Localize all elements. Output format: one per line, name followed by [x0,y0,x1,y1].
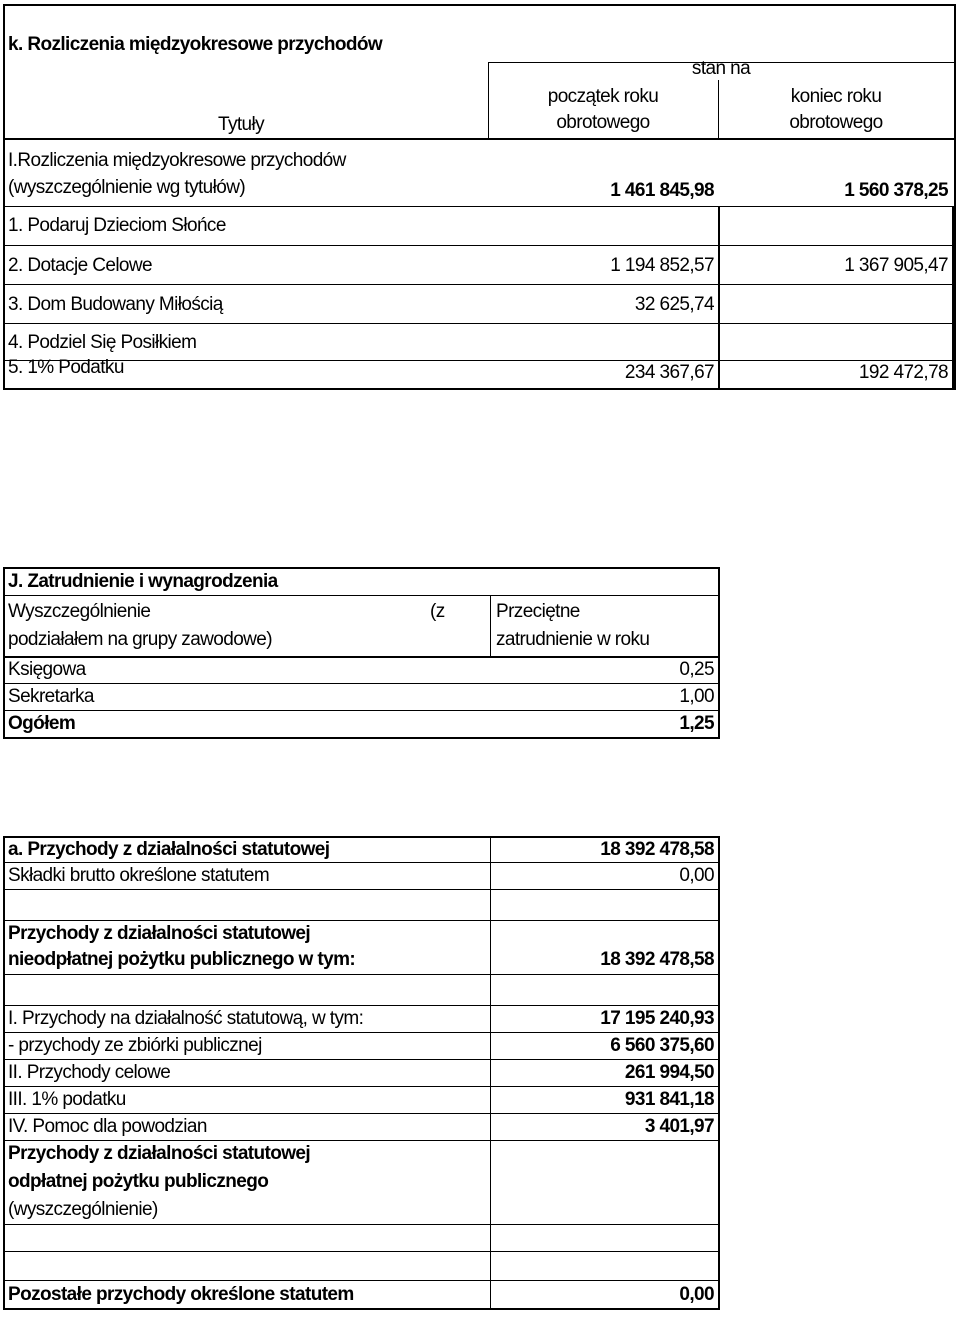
header-start-line2: obrotowego [556,112,650,133]
head-label-paren: (z [430,601,445,622]
header-start-line1: początek roku [547,86,659,107]
total-end-value: 1 560 378,25 [844,180,948,201]
row-label: II. Przychody celowe [8,1062,171,1083]
unpaid-label-line1: Przychody z działalności statutowej [8,923,311,944]
row-label: 2. Dotacje Celowe [8,255,152,276]
row-label: III. 1% podatku [8,1089,126,1110]
row-value: 931 841,18 [624,1089,714,1110]
other-label: Pozostałe przychody określone statutem [8,1284,354,1305]
head-value-line1: Przeciętne [496,601,580,622]
row-value: 17 195 240,93 [600,1008,714,1029]
total-start-value: 1 461 845,98 [610,180,714,201]
total-label-line2: (wyszczególnienie wg tytułów) [8,177,246,198]
dues-value: 0,00 [679,865,714,886]
unpaid-value: 18 392 478,58 [600,949,714,970]
header-titles: Tytuły [218,114,265,135]
header-end-line1: koniec roku [790,86,882,107]
head-label-line1: Wyszczególnienie [8,601,151,622]
row-label: IV. Pomoc dla powodzian [8,1116,207,1137]
paid-label-line1: Przychody z działalności statutowej [8,1143,311,1164]
row-label: 4. Podziel Się Posiłkiem [8,332,197,353]
dues-label: Składki brutto określone statutem [8,865,270,886]
total-value: 1,25 [679,713,714,734]
row-start-value: 234 367,67 [624,362,714,383]
row-label: 1. Podaruj Dzieciom Słońce [8,215,226,236]
section-a-title: a. Przychody z działalności statutowej [8,839,330,860]
row-value: 3 401,97 [644,1116,714,1137]
total-label-line1: I.Rozliczenia międzyokresowe przychodów [8,150,346,171]
header-end-line2: obrotowego [789,112,883,133]
section-j-title: J. Zatrudnienie i wynagrodzenia [8,571,278,592]
row-label: 3. Dom Budowany Miłością [8,294,223,315]
paid-label-line3: (wyszczególnienie) [8,1199,158,1220]
row-label: - przychody ze zbiórki publicznej [8,1035,262,1056]
row-label: 5. 1% Podatku [8,357,124,378]
row-label: Księgowa [8,659,86,680]
section-k-title: k. Rozliczenia międzyokresowe przychodów [8,34,383,55]
row-start-value: 32 625,74 [634,294,714,315]
other-value: 0,00 [679,1284,714,1305]
header-stan-na: stan na [691,58,751,79]
row-value: 6 560 375,60 [610,1035,714,1056]
unpaid-label-line2: nieodpłatnej pożytku publicznego w tym: [8,949,356,970]
row-label: Sekretarka [8,686,94,707]
head-label-line2: podziałałem na grupy zawodowe) [8,629,272,650]
row-value: 261 994,50 [624,1062,714,1083]
paid-label-line2: odpłatnej pożytku publicznego [8,1171,269,1192]
section-a-title-value: 18 392 478,58 [600,839,714,860]
row-value: 0,25 [679,659,714,680]
total-label: Ogółem [8,713,76,734]
row-end-value: 1 367 905,47 [844,255,948,276]
head-value-line2: zatrudnienie w roku [496,629,650,650]
row-label: I. Przychody na działalność statutową, w tym: [8,1008,364,1029]
row-end-value: 192 472,78 [858,362,948,383]
row-start-value: 1 194 852,57 [610,255,714,276]
row-value: 1,00 [679,686,714,707]
